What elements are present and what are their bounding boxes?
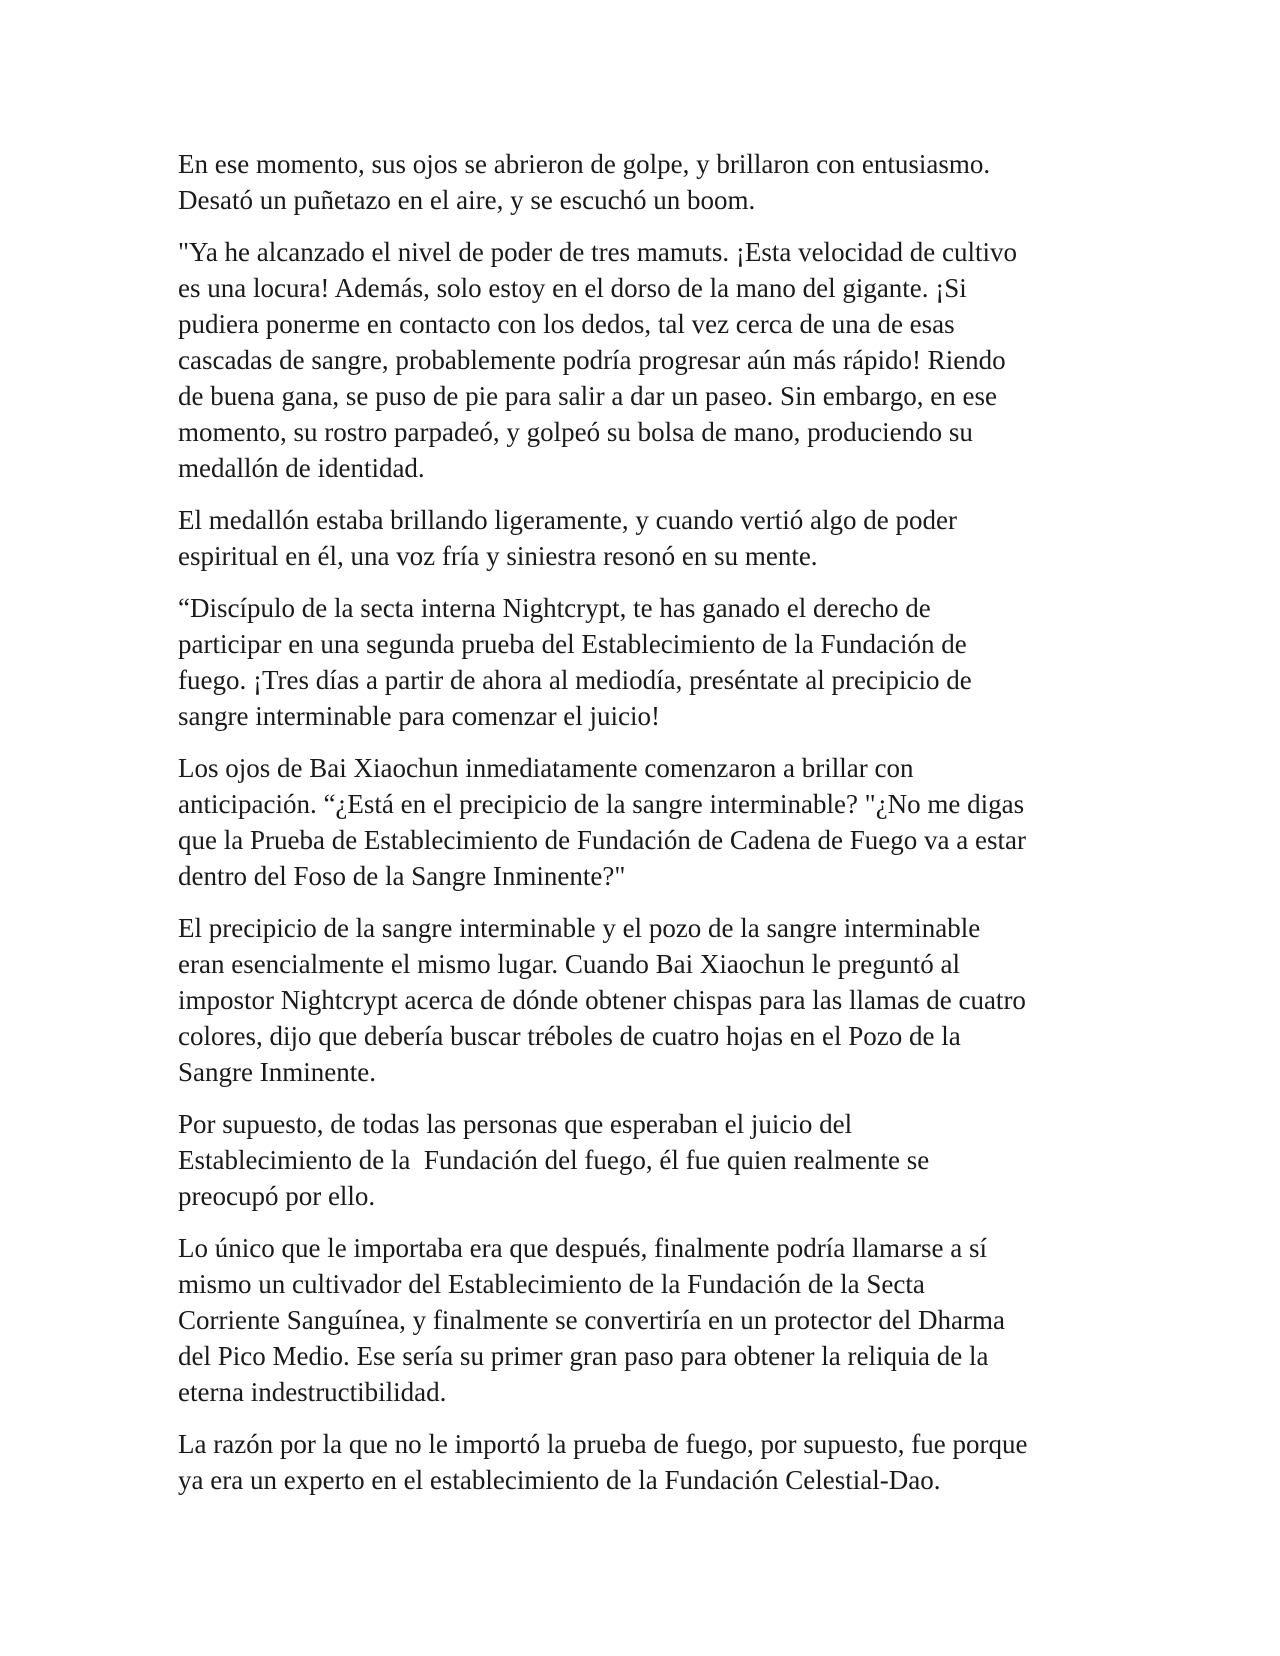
text-line: eran esencialmente el mismo lugar. Cuando Bai Xiaochun le preguntó al	[178, 949, 961, 979]
text-line: que la Prueba de Establecimiento de Fundación de Cadena de Fuego va a estar	[178, 825, 1026, 855]
paragraph-2	[178, 234, 1108, 486]
text-line: Establecimiento de la Fundación del fuego, él fue quien realmente se	[178, 1145, 930, 1175]
text-line: dentro del Foso de la Sangre Inminente?"	[178, 861, 626, 891]
text-line: anticipación. “¿Está en el precipicio de la sangre interminable? "¿No me digas	[178, 789, 1025, 819]
text-line: El medallón estaba brillando ligeramente, y cuando vertió algo de poder	[178, 505, 957, 535]
text-line: de buena gana, se puso de pie para salir a dar un paseo. Sin embargo, en ese	[178, 381, 997, 411]
text-line: eterna indestructibilidad.	[178, 1377, 447, 1407]
text-line: Los ojos de Bai Xiaochun inmediatamente comenzaron a brillar con	[178, 753, 914, 783]
text-line: del Pico Medio. Ese sería su primer gran paso para obtener la reliquia de la	[178, 1341, 989, 1371]
text-line: participar en una segunda prueba del Establecimiento de la Fundación de	[178, 629, 967, 659]
text-line: fuego. ¡Tres días a partir de ahora al mediodía, preséntate al precipicio de	[178, 665, 972, 695]
text-line: Corriente Sanguínea, y finalmente se convertiría en un protector del Dharma	[178, 1305, 1005, 1335]
text-line: medallón de identidad.	[178, 453, 425, 483]
text-line: Por supuesto, de todas las personas que esperaban el juicio del	[178, 1109, 853, 1139]
text-line: momento, su rostro parpadeó, y golpeó su bolsa de mano, produciendo su	[178, 417, 973, 447]
text-line: Lo único que le importaba era que después, finalmente podría llamarse a sí	[178, 1233, 987, 1263]
text-line: es una locura! Además, solo estoy en el dorso de la mano del gigante. ¡Si	[178, 273, 967, 303]
paragraph-9	[178, 1426, 1108, 1498]
text-line: colores, dijo que debería buscar tréboles de cuatro hojas en el Pozo de la	[178, 1021, 961, 1051]
text-line: impostor Nightcrypt acerca de dónde obtener chispas para las llamas de cuatro	[178, 985, 1026, 1015]
text-line: “Discípulo de la secta interna Nightcrypt, te has ganado el derecho de	[178, 593, 931, 623]
paragraph-8	[178, 1230, 1108, 1410]
paragraph-5	[178, 750, 1108, 894]
text-line: cascadas de sangre, probablemente podría progresar aún más rápido! Riendo	[178, 345, 1006, 375]
document-page	[178, 146, 1108, 1514]
text-line: "Ya he alcanzado el nivel de poder de tres mamuts. ¡Esta velocidad de cultivo	[178, 237, 1018, 267]
text-line: pudiera ponerme en contacto con los dedos, tal vez cerca de una de esas	[178, 309, 955, 339]
text-line: mismo un cultivador del Establecimiento de la Fundación de la Secta	[178, 1269, 925, 1299]
text-line: preocupó por ello.	[178, 1181, 376, 1211]
text-line: Sangre Inminente.	[178, 1057, 376, 1087]
text-line: El precipicio de la sangre interminable y el pozo de la sangre interminable	[178, 913, 981, 943]
paragraph-4	[178, 590, 1108, 734]
text-line: ya era un experto en el establecimiento de la Fundación Celestial-Dao.	[178, 1465, 941, 1495]
paragraph-6	[178, 910, 1108, 1090]
text-line: espiritual en él, una voz fría y siniestra resonó en su mente.	[178, 541, 818, 571]
text-line: En ese momento, sus ojos se abrieron de golpe, y brillaron con entusiasmo.	[178, 149, 991, 179]
paragraph-7	[178, 1106, 1108, 1214]
paragraph-3	[178, 502, 1108, 574]
text-line: Desató un puñetazo en el aire, y se escuchó un boom.	[178, 185, 756, 215]
text-line: La razón por la que no le importó la prueba de fuego, por supuesto, fue porque	[178, 1429, 1028, 1459]
text-line: sangre interminable para comenzar el juicio!	[178, 701, 661, 731]
paragraph-1	[178, 146, 1108, 218]
